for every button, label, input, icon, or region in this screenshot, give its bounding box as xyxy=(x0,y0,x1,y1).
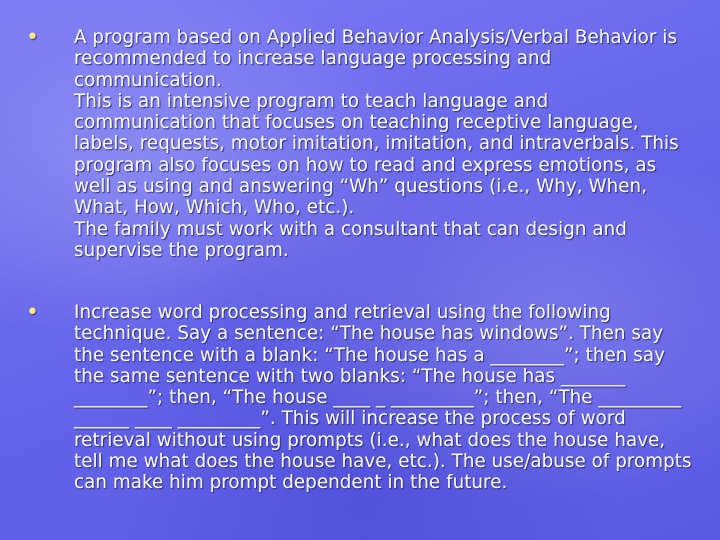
paragraph-family-consultant: The family must work with a consultant that can design and supervise the program. xyxy=(74,218,627,261)
paragraph-program-description: This is an intensive program to teach language and communication that focuses on teaching receptive language, labels, requests, motor imitation, imitation, and intraverbals. This program also focuses on how to read and express emotions, as well as using and answering “Wh” questions (i.e., Why, When, What, How, Which, Who, etc.). xyxy=(74,90,679,219)
bullet-text-block xyxy=(74,302,694,494)
bullet-icon: • xyxy=(26,25,39,50)
paragraph-word-retrieval-technique: Increase word processing and retrieval using the following technique. Say a sentence: “The house has windows”. Then say the sentence with a blank: “The house has a ________”; then say the same sentence with two blanks: “The house has _______ ________”; then, “The house ____ _ _________”; then, “The _________ ______ ____ _________”. This will increase the process of word retrieval without using prompts (i.e., what does the house have, tell me what does the house have, etc.). The use/abuse of prompts can make him prompt dependent in the future. xyxy=(74,302,692,494)
bullet-icon: • xyxy=(26,300,39,325)
bullet-text-block xyxy=(74,27,694,261)
paragraph-program-recommendation: A program based on Applied Behavior Analysis/Verbal Behavior is recommended to increase language processing and communication. xyxy=(74,27,678,91)
